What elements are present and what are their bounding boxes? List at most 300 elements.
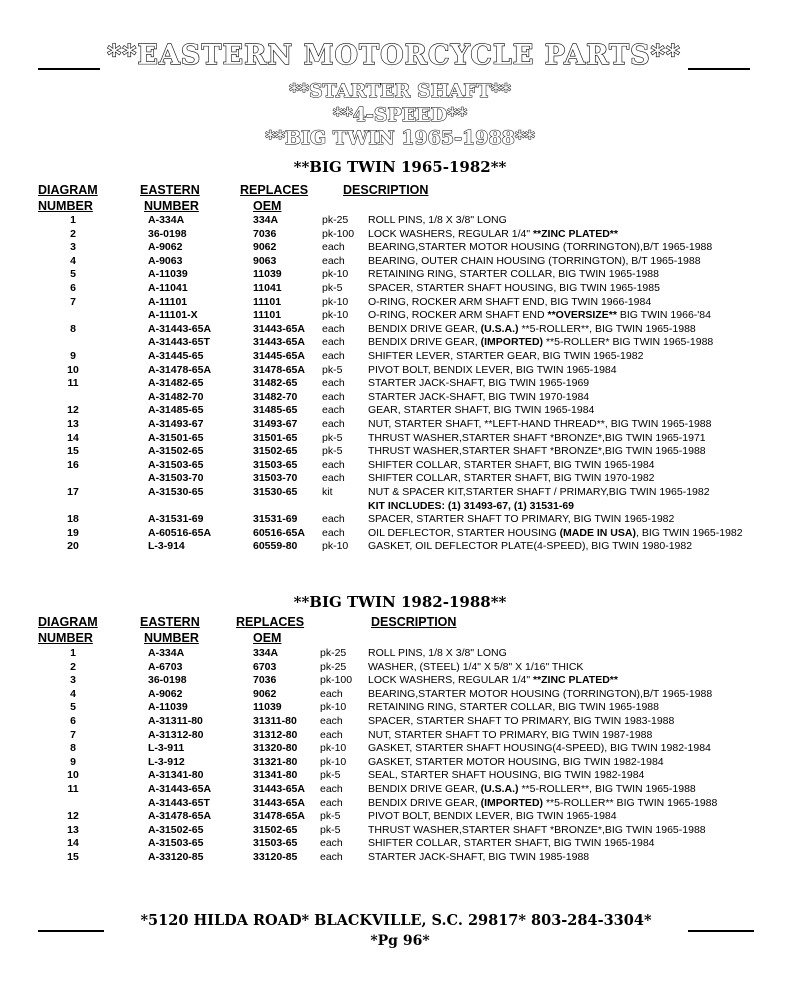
section-title-2: **BIG TWIN 1982-1988** [293, 593, 507, 611]
col-description: DESCRIPTION [343, 183, 429, 197]
doc-range: **BIG TWIN 1965-1988** [265, 127, 535, 149]
diagram-number: 1 [70, 647, 76, 659]
col-replaces: REPLACES [240, 183, 309, 197]
description-text: O-RING, ROCKER ARM SHAFT END [368, 309, 548, 322]
pack-quantity: pk-5 [320, 810, 341, 823]
part-description [368, 701, 659, 713]
diagram-number: 16 [67, 458, 79, 471]
part-description [368, 472, 655, 484]
part-description [368, 214, 507, 226]
diagram-number: 18 [67, 513, 79, 526]
table-row [0, 241, 800, 254]
part-description [368, 418, 711, 430]
description-text: SEAL, STARTER SHAFT HOUSING, BIG TWIN 1982-1984 [368, 769, 645, 782]
description-text: O-RING, ROCKER ARM SHAFT END, BIG TWIN 1966-1984 [368, 295, 652, 308]
description-text: NUT & SPACER KIT,STARTER SHAFT / PRIMARY,BIG TWIN 1965-1982 [368, 486, 710, 498]
header-rule-right [688, 68, 750, 70]
eastern-number: A-11041 [148, 282, 188, 294]
description-suffix: , BIG TWIN 1965-1982 [635, 526, 743, 539]
eastern-number: A-31478-65A [148, 810, 212, 823]
part-description [368, 350, 643, 362]
diagram-number: 15 [67, 851, 79, 863]
part-description [368, 445, 706, 457]
eastern-number: A-60516-65A [148, 526, 212, 539]
doc-speed: **4-SPEED** [332, 104, 468, 126]
eastern-number: A-6703 [148, 660, 183, 673]
diagram-number: 11 [67, 377, 79, 390]
oem-number: 60516-65A [253, 526, 305, 539]
eastern-number: A-31531-69 [148, 513, 204, 526]
table-row [0, 527, 800, 540]
part-description [368, 756, 664, 768]
eastern-number: A-31311-80 [148, 715, 203, 727]
table-row [0, 228, 800, 241]
eastern-number: A-31493-67 [148, 418, 204, 430]
description-text: SHIFTER COLLAR, STARTER SHAFT, BIG TWIN 1965-1984 [368, 458, 655, 471]
table-row [0, 377, 800, 390]
diagram-number: 6 [70, 715, 76, 727]
eastern-number: A-31502-65 [148, 823, 204, 836]
part-description [368, 810, 617, 822]
description-text: RETAINING RING, STARTER COLLAR, BIG TWIN 1965-1988 [368, 268, 659, 281]
table-row [0, 486, 800, 499]
oem-number: 11039 [253, 701, 282, 714]
table-row [0, 742, 800, 755]
description-suffix: **5-ROLLER** BIG TWIN 1965-1988 [543, 796, 718, 809]
diagram-number: 8 [70, 742, 76, 755]
description-text: THRUST WASHER,STARTER SHAFT *BRONZE*,BIG TWIN 1965-1971 [368, 431, 706, 444]
eastern-number: A-31341-80 [148, 769, 204, 782]
oem-number: 31503-65 [253, 458, 298, 471]
pack-quantity: each [320, 796, 343, 809]
eastern-number: A-9063 [148, 254, 183, 267]
pack-quantity: pk-5 [320, 823, 341, 836]
diagram-number: 8 [70, 322, 76, 335]
table-row [0, 309, 800, 322]
eastern-number: A-11039 [148, 268, 188, 281]
table-row [0, 513, 800, 526]
diagram-number: 17 [67, 486, 79, 498]
part-description [368, 769, 644, 781]
eastern-number: A-31501-65 [148, 431, 204, 444]
oem-number: 31311-80 [253, 715, 297, 727]
part-description [368, 323, 696, 335]
description-text: STARTER JACK-SHAFT, BIG TWIN 1985-1988 [368, 851, 590, 863]
eastern-number: 36-0198 [148, 227, 187, 240]
description-text: SPACER, STARTER SHAFT TO PRIMARY, BIG TWIN 1983-1988 [368, 715, 675, 727]
diagram-number: 12 [67, 404, 79, 417]
pack-quantity: each [322, 322, 345, 335]
description-text: THRUST WASHER,STARTER SHAFT *BRONZE*,BIG TWIN 1965-1988 [368, 823, 706, 836]
part-description [368, 824, 706, 836]
footer-rule-left [38, 930, 104, 932]
oem-number: 31443-65A [253, 322, 305, 335]
diagram-number: 5 [70, 701, 76, 714]
oem-number: 31443-65A [253, 796, 305, 809]
description-note: KIT INCLUDES: (1) 31493-67, (1) 31531-69 [368, 499, 574, 512]
description-text: SPACER, STARTER SHAFT TO PRIMARY, BIG TWIN 1965-1982 [368, 513, 675, 526]
diagram-number: 14 [67, 431, 79, 444]
diagram-number: 3 [70, 674, 76, 687]
pack-quantity: pk-25 [320, 647, 347, 659]
table-row [0, 336, 800, 349]
description-text: PIVOT BOLT, BENDIX LEVER, BIG TWIN 1965-1984 [368, 810, 617, 823]
table-row [0, 364, 800, 377]
description-text: SPACER, STARTER SHAFT HOUSING, BIG TWIN 1965-1985 [368, 282, 660, 294]
footer [38, 912, 754, 934]
eastern-number: L-3-912 [148, 755, 185, 768]
col-replaces-oem-2: OEM [253, 631, 282, 645]
description-text: GASKET, STARTER MOTOR HOUSING, BIG TWIN 1982-1984 [368, 755, 664, 768]
pack-quantity: pk-5 [320, 769, 341, 782]
col-description-2: DESCRIPTION [371, 615, 457, 629]
diagram-number: 10 [67, 363, 79, 376]
description-text: OIL DEFLECTOR, STARTER HOUSING [368, 526, 560, 539]
part-description [368, 851, 589, 863]
part-description [368, 783, 696, 795]
pack-quantity: kit [322, 486, 333, 498]
oem-number: 31443-65A [253, 336, 305, 349]
eastern-number: A-11101 [148, 295, 188, 308]
table-row [0, 296, 800, 309]
description-note: **ZINC PLATED** [532, 674, 618, 687]
oem-number: 31493-67 [253, 418, 298, 430]
eastern-number: A-31502-65 [148, 445, 204, 458]
oem-number: 31321-80 [253, 755, 298, 768]
description-text: BENDIX DRIVE GEAR, [368, 796, 481, 809]
oem-number: 11039 [253, 268, 282, 281]
part-description [368, 661, 583, 673]
part-description [368, 486, 710, 498]
oem-number: 60559-80 [253, 540, 298, 553]
col-replaces-2: REPLACES [236, 615, 305, 629]
description-note: (IMPORTED) [480, 796, 544, 809]
oem-number: 31531-69 [253, 513, 298, 526]
table-row [0, 769, 800, 782]
table-row [0, 432, 800, 445]
description-text: GASKET, OIL DEFLECTOR PLATE(4-SPEED), BIG TWIN 1980-1982 [368, 540, 693, 553]
diagram-number: 12 [67, 810, 79, 823]
diagram-number: 10 [67, 769, 79, 782]
diagram-number: 7 [70, 728, 76, 741]
col-eastern: EASTERN [140, 183, 200, 197]
diagram-number: 14 [67, 837, 79, 850]
description-suffix: **5-ROLLER* BIG TWIN 1965-1988 [543, 336, 714, 349]
part-description [368, 268, 659, 280]
table-row [0, 282, 800, 295]
description-note: (U.S.A.) [480, 322, 519, 335]
diagram-number: 2 [70, 227, 76, 240]
diagram-number: 4 [70, 687, 76, 700]
oem-number: 31502-65 [253, 823, 298, 836]
pack-quantity: pk-10 [322, 268, 349, 281]
table-row [0, 350, 800, 363]
pack-quantity: each [322, 336, 345, 349]
description-text: BEARING,STARTER MOTOR HOUSING (TORRINGTON),B/T 1965-1988 [368, 241, 713, 254]
part-description [368, 647, 507, 659]
pack-quantity: each [320, 837, 343, 850]
eastern-number: A-9062 [148, 241, 183, 254]
pack-quantity: each [320, 851, 343, 863]
pack-quantity: each [322, 390, 345, 403]
oem-number: 7036 [253, 227, 277, 240]
description-note: **ZINC PLATED** [532, 227, 618, 240]
oem-number: 9062 [253, 241, 277, 254]
diagram-number: 7 [70, 295, 76, 308]
pack-quantity: each [322, 472, 345, 485]
oem-number: 31445-65A [253, 350, 305, 362]
part-description [368, 513, 674, 525]
pack-quantity: pk-5 [322, 445, 343, 458]
part-description [368, 459, 655, 471]
oem-number: 33120-85 [253, 851, 298, 863]
table-row [0, 824, 800, 837]
diagram-number: 19 [67, 526, 79, 539]
eastern-number: 36-0198 [148, 674, 187, 687]
footer-rule-right [688, 930, 754, 932]
table-row [0, 445, 800, 458]
part-description [368, 837, 655, 849]
oem-number: 31485-65 [253, 404, 298, 417]
table-row [0, 661, 800, 674]
pack-quantity: pk-10 [320, 755, 347, 768]
eastern-number: A-31445-65 [148, 350, 204, 362]
description-text: BENDIX DRIVE GEAR, [368, 336, 481, 349]
part-description [368, 674, 618, 686]
eastern-number: A-31478-65A [148, 363, 212, 376]
table-row [0, 255, 800, 268]
part-description [368, 527, 743, 539]
eastern-number: A-31443-65T [148, 796, 210, 809]
col-diagram: DIAGRAM [38, 183, 98, 197]
diagram-number: 15 [67, 445, 79, 458]
oem-number: 31478-65A [253, 810, 305, 823]
part-description [368, 282, 660, 294]
table-row [0, 391, 800, 404]
table-row [0, 323, 800, 336]
footer-address: *5120 HILDA ROAD* BLACKVILLE, S.C. 29817* 803-284-3304* [140, 912, 652, 929]
pack-quantity: each [322, 241, 345, 254]
oem-number: 11101 [253, 309, 282, 322]
pack-quantity: pk-10 [320, 742, 347, 755]
eastern-number: A-31482-65 [148, 377, 204, 390]
diagram-number: 5 [70, 268, 76, 281]
description-note: **OVERSIZE** [547, 309, 617, 322]
oem-number: 31320-80 [253, 742, 298, 755]
description-text: WASHER, (STEEL) 1/4" X 5/8" X 1/16" THICK [368, 660, 584, 673]
part-description [368, 500, 574, 512]
oem-number: 9063 [253, 254, 277, 267]
diagram-number: 9 [70, 755, 76, 768]
diagram-number: 13 [67, 418, 79, 430]
part-description [368, 715, 674, 727]
part-description [368, 688, 712, 700]
diagram-number: 2 [70, 660, 76, 673]
part-description [368, 309, 711, 321]
part-description [368, 729, 652, 741]
oem-number: 31530-65 [253, 486, 298, 498]
table-row [0, 783, 800, 796]
oem-number: 31478-65A [253, 363, 305, 376]
description-text: BENDIX DRIVE GEAR, [368, 322, 481, 335]
table-row [0, 540, 800, 553]
description-text: BEARING,STARTER MOTOR HOUSING (TORRINGTON),B/T 1965-1988 [368, 687, 713, 700]
table-row [0, 418, 800, 431]
part-description [368, 742, 711, 754]
description-text: LOCK WASHERS, REGULAR 1/4" [368, 674, 533, 687]
oem-number: 6703 [253, 660, 277, 673]
diagram-number: 11 [67, 783, 79, 795]
col-eastern-number: NUMBER [144, 199, 199, 213]
table-row [0, 688, 800, 701]
col-eastern-2: EASTERN [140, 615, 200, 629]
eastern-number: A-9062 [148, 687, 183, 700]
eastern-number: A-31485-65 [148, 404, 204, 417]
eastern-number: A-31443-65A [148, 783, 212, 795]
eastern-number: A-11039 [148, 701, 188, 714]
pack-quantity: each [322, 418, 345, 430]
eastern-number: A-31312-80 [148, 728, 204, 741]
part-description [368, 364, 617, 376]
eastern-number: L-3-911 [148, 742, 185, 755]
pack-quantity: each [320, 687, 343, 700]
eastern-number: A-11101-X [148, 309, 198, 322]
description-text: LOCK WASHERS, REGULAR 1/4" [368, 227, 533, 240]
company-title: **EASTERN MOTORCYCLE PARTS** [107, 40, 681, 71]
description-suffix: BIG TWIN 1966-'84 [616, 309, 711, 322]
description-text: STARTER JACK-SHAFT, BIG TWIN 1965-1969 [368, 377, 590, 390]
table-row [0, 404, 800, 417]
col-diagram-2: DIAGRAM [38, 615, 98, 629]
diagram-number: 9 [70, 350, 76, 362]
oem-number: 31502-65 [253, 445, 298, 458]
oem-number: 9062 [253, 687, 277, 700]
part-description [368, 797, 717, 809]
oem-number: 11041 [253, 282, 282, 294]
pack-quantity: each [322, 458, 345, 471]
oem-number: 31341-80 [253, 769, 298, 782]
pack-quantity: pk-25 [322, 214, 349, 226]
pack-quantity: pk-10 [322, 295, 349, 308]
description-note: (U.S.A.) [480, 783, 519, 795]
doc-title: **STARTER SHAFT** [289, 80, 511, 102]
description-text: THRUST WASHER,STARTER SHAFT *BRONZE*,BIG TWIN 1965-1988 [368, 445, 706, 458]
eastern-number: A-31530-65 [148, 486, 204, 498]
diagram-number: 3 [70, 241, 76, 254]
pack-quantity: pk-25 [320, 660, 347, 673]
description-text: PIVOT BOLT, BENDIX LEVER, BIG TWIN 1965-1984 [368, 363, 617, 376]
diagram-number: 4 [70, 254, 76, 267]
part-description [368, 391, 589, 403]
pack-quantity: pk-10 [322, 309, 349, 322]
description-text: GASKET, STARTER SHAFT HOUSING(4-SPEED), BIG TWIN 1982-1984 [368, 742, 711, 755]
pack-quantity: pk-5 [322, 363, 343, 376]
table-row [0, 459, 800, 472]
oem-number: 11101 [253, 295, 282, 308]
oem-number: 31312-80 [253, 728, 298, 741]
description-text: ROLL PINS, 1/8 X 3/8" LONG [368, 647, 507, 659]
description-text: SHIFTER LEVER, STARTER GEAR, BIG TWIN 1965-1982 [368, 350, 644, 362]
table-row [0, 797, 800, 810]
part-description [368, 432, 706, 444]
diagram-number: 1 [70, 214, 76, 226]
description-text: NUT, STARTER SHAFT, **LEFT-HAND THREAD**, BIG TWIN 1965-1988 [368, 418, 712, 430]
part-description [368, 540, 692, 552]
pack-quantity: each [322, 254, 345, 267]
eastern-number: A-334A [148, 647, 185, 659]
description-suffix: **5-ROLLER**, BIG TWIN 1965-1988 [518, 783, 696, 795]
eastern-number: A-334A [148, 214, 185, 226]
pack-quantity: each [320, 728, 343, 741]
description-text: NUT, STARTER SHAFT TO PRIMARY, BIG TWIN 1987-1988 [368, 728, 653, 741]
diagram-number: 6 [70, 282, 76, 294]
eastern-number: A-31503-70 [148, 472, 204, 485]
pack-quantity: each [322, 526, 345, 539]
pack-quantity: pk-5 [322, 282, 343, 294]
oem-number: 31503-65 [253, 837, 298, 850]
description-text: SHIFTER COLLAR, STARTER SHAFT, BIG TWIN 1970-1982 [368, 472, 655, 485]
diagram-number: 13 [67, 823, 79, 836]
table-row [0, 715, 800, 728]
table-row [0, 647, 800, 660]
eastern-number: A-31482-70 [148, 390, 204, 403]
table-row [0, 214, 800, 227]
pack-quantity: pk-10 [322, 540, 349, 553]
table-row [0, 701, 800, 714]
table-row [0, 674, 800, 687]
table-row [0, 500, 800, 513]
section-title-1: **BIG TWIN 1965-1982** [293, 158, 507, 176]
description-text: ROLL PINS, 1/8 X 3/8" LONG [368, 214, 507, 226]
oem-number: 334A [253, 647, 279, 659]
header-line [38, 40, 750, 74]
oem-number: 31503-70 [253, 472, 298, 485]
description-text: SHIFTER COLLAR, STARTER SHAFT, BIG TWIN 1965-1984 [368, 837, 655, 850]
oem-number: 31501-65 [253, 431, 298, 444]
description-text: BEARING, OUTER CHAIN HOUSING (TORRINGTON), B/T 1965-1988 [368, 254, 701, 267]
pack-quantity: pk-5 [322, 431, 343, 444]
oem-number: 334A [253, 214, 279, 226]
part-description [368, 255, 701, 267]
pack-quantity: each [320, 715, 343, 727]
description-text: RETAINING RING, STARTER COLLAR, BIG TWIN 1965-1988 [368, 701, 659, 714]
table-row [0, 851, 800, 864]
part-description [368, 377, 589, 389]
table-row [0, 268, 800, 281]
table-row [0, 729, 800, 742]
description-text: BENDIX DRIVE GEAR, [368, 783, 481, 795]
oem-number: 31443-65A [253, 783, 305, 795]
pack-quantity: each [322, 377, 345, 390]
part-description [368, 296, 651, 308]
table-row [0, 756, 800, 769]
eastern-number: A-31503-65 [148, 458, 204, 471]
part-description [368, 228, 618, 240]
pack-quantity: pk-10 [320, 701, 347, 714]
table-row [0, 837, 800, 850]
table-row [0, 810, 800, 823]
oem-number: 31482-70 [253, 390, 298, 403]
oem-number: 31482-65 [253, 377, 298, 390]
part-description [368, 241, 712, 253]
page-number: *Pg 96* [370, 933, 430, 949]
eastern-number: L-3-914 [148, 540, 185, 553]
pack-quantity: each [322, 513, 345, 526]
col-diagram-number-2: NUMBER [38, 631, 93, 645]
eastern-number: A-31443-65A [148, 322, 212, 335]
oem-number: 7036 [253, 674, 277, 687]
description-note: (MADE IN USA) [559, 526, 636, 539]
